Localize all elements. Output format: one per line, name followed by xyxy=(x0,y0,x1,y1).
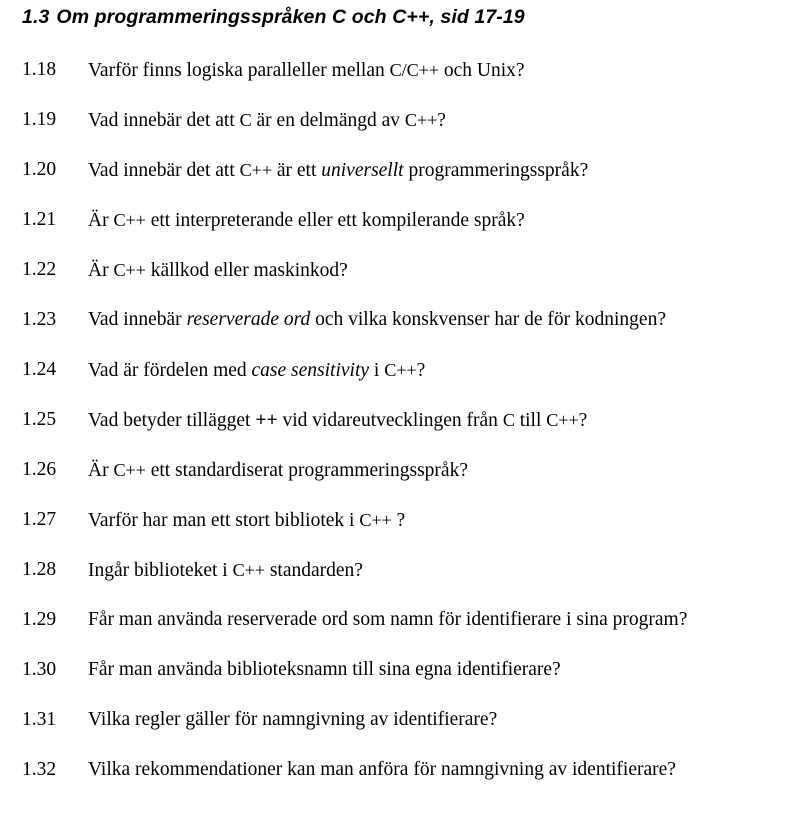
question-text: Är C++ källkod eller maskinkod? xyxy=(88,260,348,281)
question-number: 1.19 xyxy=(22,109,57,130)
question-item xyxy=(0,706,800,756)
question-number: 1.18 xyxy=(22,59,57,80)
question-text: Vad innebär det att C++ är ett universellt programmeringsspråk? xyxy=(88,160,589,181)
question-text: Är C++ ett standardiserat programmeringsspråk? xyxy=(88,460,468,481)
question-number: 1.24 xyxy=(22,359,57,380)
question-text: Får man använda biblioteksnamn till sina egna identifierare? xyxy=(88,659,561,680)
question-item xyxy=(0,556,800,606)
question-number: 1.31 xyxy=(22,709,57,730)
question-text: Vad betyder tillägget ++ vid vidareutvecklingen från C till C++? xyxy=(88,410,588,431)
code-token: C++ xyxy=(232,560,265,580)
code-token: C++ xyxy=(404,110,438,130)
section-heading xyxy=(22,4,762,30)
section-heading-number: 1.3 xyxy=(22,6,50,28)
code-token: C xyxy=(502,410,515,430)
question-number: 1.22 xyxy=(22,259,57,280)
question-item xyxy=(0,756,800,806)
question-item xyxy=(0,356,800,406)
question-number: 1.26 xyxy=(22,459,57,480)
question-text: Vilka regler gäller för namngivning av identifierare? xyxy=(88,709,498,730)
emphasis-term: universellt xyxy=(321,160,404,181)
code-token: C/C++ xyxy=(389,60,439,80)
code-token: C++ xyxy=(384,360,417,380)
question-number: 1.30 xyxy=(22,659,57,680)
code-token: C++ xyxy=(359,510,392,530)
question-number: 1.32 xyxy=(22,759,57,780)
question-text: Vad innebär det att C är en delmängd av C++? xyxy=(88,110,446,131)
code-token: C++ xyxy=(546,410,579,430)
question-text: Vilka rekommendationer kan man anföra för namngivning av identifierare? xyxy=(88,759,676,780)
code-token: C++ xyxy=(113,210,146,230)
question-number: 1.28 xyxy=(22,559,57,580)
question-item xyxy=(0,256,800,306)
question-text: Vad innebär reserverade ord och vilka konskvenser har de för kodningen? xyxy=(88,309,666,330)
question-text: Varför har man ett stort bibliotek i C++ ? xyxy=(88,510,406,531)
question-number: 1.25 xyxy=(22,409,57,430)
question-number: 1.23 xyxy=(22,309,57,330)
question-text: Varför finns logiska paralleller mellan C/C++ och Unix? xyxy=(88,60,525,81)
question-item xyxy=(0,606,800,656)
question-text: Ingår biblioteket i C++ standarden? xyxy=(88,560,363,581)
question-number: 1.20 xyxy=(22,159,57,180)
code-token: C++ xyxy=(113,460,146,480)
question-item xyxy=(0,206,800,256)
question-item xyxy=(0,56,800,106)
question-item xyxy=(0,306,800,356)
bold-token: ++ xyxy=(255,410,278,431)
emphasis-term: reserverade ord xyxy=(186,309,311,330)
emphasis-term: case sensitivity xyxy=(251,360,370,381)
question-item xyxy=(0,456,800,506)
question-text: Är C++ ett interpreterande eller ett kompilerande språk? xyxy=(88,210,525,231)
question-text: Vad är fördelen med case sensitivity i C++? xyxy=(88,360,426,381)
code-token: C xyxy=(239,110,252,130)
question-text: Får man använda reserverade ord som namn för identifierare i sina program? xyxy=(88,609,688,630)
question-number: 1.27 xyxy=(22,509,57,530)
code-token: C++ xyxy=(113,260,146,280)
question-number: 1.29 xyxy=(22,609,57,630)
question-list xyxy=(0,56,800,806)
section-heading-title: Om programmeringsspråken C och C++, sid 17-19 xyxy=(56,6,525,28)
question-item xyxy=(0,156,800,206)
code-token: C++ xyxy=(239,160,272,180)
question-item xyxy=(0,656,800,706)
question-item xyxy=(0,106,800,156)
question-number: 1.21 xyxy=(22,209,57,230)
question-item xyxy=(0,506,800,556)
question-item xyxy=(0,406,800,456)
